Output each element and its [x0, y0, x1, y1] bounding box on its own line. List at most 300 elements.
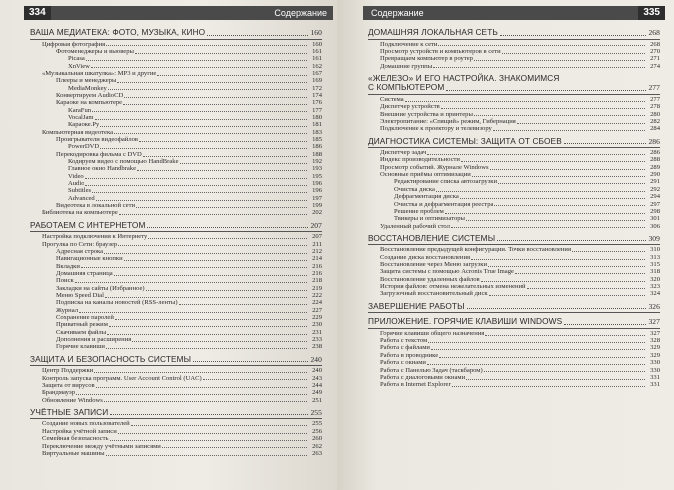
dot-leader [143, 156, 307, 157]
dot-leader [431, 349, 645, 350]
dot-leader [118, 245, 307, 246]
toc-entry [30, 63, 322, 70]
entry-title: Журнал [56, 306, 78, 314]
entry-page: 196 [312, 180, 322, 188]
dot-leader [106, 348, 307, 349]
toc-entry [368, 246, 660, 253]
toc-entry [30, 85, 322, 92]
entry-page: 306 [650, 222, 660, 230]
dot-leader [96, 387, 307, 388]
entry-page: 185 [312, 135, 322, 143]
entry-title: Плееры и менеджеры [56, 77, 117, 85]
dot-leader [92, 192, 307, 193]
dot-leader [488, 266, 645, 267]
section-rule [368, 39, 660, 40]
entry-title: Контроль запуска программ. User Account Control (UAC) [42, 374, 202, 382]
section-title [368, 234, 660, 244]
entry-title: Диспетчер задач [380, 149, 427, 157]
entry-title: Превращаем компьютер в роутер [380, 55, 473, 63]
toc-entry [368, 201, 660, 208]
entry-title: Переключение между учётными записями [42, 442, 161, 450]
entry-title: MediaMonkey [68, 84, 107, 92]
dot-leader [451, 227, 645, 228]
section-rule [368, 244, 660, 245]
dot-leader [193, 361, 308, 362]
toc-entry [368, 96, 660, 103]
entry-page: 172 [312, 84, 322, 92]
dot-leader [124, 97, 307, 98]
entry-title: Внешние устройства и принтеры [380, 110, 473, 118]
toc-entry [30, 187, 322, 194]
toc-entry [30, 241, 322, 248]
section-title-text: ВАША МЕДИАТЕКА: ФОТО, МУЗЫКА, КИНО [30, 27, 206, 37]
dot-leader [517, 123, 645, 124]
toc-entry [30, 397, 322, 404]
dot-leader [85, 178, 307, 179]
dot-leader [86, 60, 307, 61]
toc-section [30, 355, 322, 404]
entry-title: Электропитание: «Спящий» режим, Гибернация [380, 117, 516, 125]
toc-column [30, 24, 322, 457]
toc-entry [368, 381, 660, 388]
toc-entry [30, 173, 322, 180]
dot-leader [115, 319, 307, 320]
running-title: Содержание [274, 8, 327, 18]
entry-page: 310 [650, 246, 660, 254]
entry-page: 324 [650, 290, 660, 298]
entry-page: 251 [312, 396, 322, 404]
entry-page: 329 [650, 351, 660, 359]
entry-title: Твикеры и оптимизаторы [394, 215, 465, 223]
dot-leader [148, 238, 307, 239]
dot-leader [81, 267, 307, 268]
dot-leader [428, 342, 645, 343]
entry-page: 207 [312, 233, 322, 241]
section-title-text: ЗАВЕРШЕНИЕ РАБОТЫ [368, 300, 465, 311]
toc-entry [30, 285, 322, 292]
entry-title: Дополнения и расширения [56, 336, 132, 344]
dot-leader [474, 115, 645, 116]
toc-entry [368, 330, 660, 337]
entry-page: 255 [312, 420, 322, 428]
entry-title: Subtitles [68, 187, 92, 195]
dot-leader [471, 259, 645, 260]
entry-page: 297 [650, 200, 660, 208]
dot-leader [502, 53, 645, 54]
page-number: 335 [638, 6, 665, 20]
entry-title: Виртуальные машины [42, 449, 105, 457]
right-page [337, 0, 674, 490]
toc-entry [368, 125, 660, 132]
entry-page: 249 [312, 389, 322, 397]
entry-title: Восстановление через Меню загрузки [380, 261, 487, 269]
section-page: 326 [648, 301, 660, 311]
toc-entry [368, 352, 660, 359]
dot-leader [110, 414, 308, 415]
page-header [363, 6, 665, 20]
toc-entry [30, 77, 322, 84]
dot-leader [105, 297, 307, 298]
toc-entry [30, 329, 322, 336]
dot-leader [484, 371, 645, 372]
entry-page: 180 [312, 113, 322, 121]
dot-leader [474, 60, 645, 61]
dot-leader [467, 308, 647, 309]
toc-entry [30, 233, 322, 240]
toc-entry [30, 55, 322, 62]
entry-page: 177 [312, 106, 322, 114]
toc-entry [368, 171, 660, 178]
entry-page: 330 [650, 366, 660, 374]
entry-title: Семейная безопасность [42, 435, 109, 443]
section-title-text: С КОМПЬЮТЕРОМ [368, 82, 445, 93]
dot-leader [106, 455, 307, 456]
toc-section [368, 317, 660, 388]
toc-entry [30, 255, 322, 262]
toc-entry [30, 195, 322, 202]
entry-title: Меню Speed Dial [56, 292, 104, 299]
toc-entry [30, 263, 322, 270]
toc-entry [368, 208, 660, 215]
entry-page: 320 [650, 275, 660, 283]
entry-page: 161 [312, 47, 322, 55]
toc-entry [30, 428, 322, 435]
entry-title: Работа с диалоговыми окнами [380, 373, 466, 381]
dot-leader [137, 170, 307, 171]
toc-entry [368, 186, 660, 193]
entry-page: 318 [650, 268, 660, 276]
toc-entry [368, 178, 660, 185]
toc-entry [30, 299, 322, 306]
dot-leader [207, 35, 308, 36]
toc-entry [368, 193, 660, 200]
entry-page: 291 [650, 178, 660, 186]
dot-leader [527, 288, 645, 289]
toc-entry [368, 268, 660, 275]
entry-title: Решение проблем [394, 207, 444, 215]
entry-page: 169 [312, 77, 322, 85]
entry-page: 195 [312, 172, 322, 180]
toc-section [30, 221, 322, 351]
dot-leader [439, 357, 645, 358]
entry-page: 224 [312, 299, 322, 307]
entry-page: 270 [650, 47, 660, 55]
entry-title: Подключение к проектору и телевизору [380, 125, 492, 133]
toc-entry [368, 254, 660, 261]
toc-section [368, 28, 660, 70]
dot-leader [572, 251, 645, 252]
dot-leader [485, 335, 645, 336]
entry-title: Восстановление удаленных файлов [380, 275, 480, 283]
section-title [30, 28, 322, 38]
dot-leader [131, 425, 307, 426]
entry-page: 233 [312, 336, 322, 344]
entry-page: 227 [312, 306, 322, 314]
toc-entry [368, 41, 660, 48]
entry-page: 181 [312, 121, 322, 129]
section-rule [30, 39, 322, 40]
entry-page: 274 [650, 62, 660, 70]
toc-column [368, 24, 660, 389]
dot-leader [95, 119, 307, 120]
entry-title: Приватный режим [56, 321, 108, 329]
entry-title: Защита системы с помощью Acronis True Image [380, 268, 514, 276]
entry-title: Скачиваем файлы [56, 328, 107, 336]
toc-entry [30, 121, 322, 128]
entry-page: 256 [312, 427, 322, 435]
toc-section [368, 137, 660, 230]
toc-entry [30, 92, 322, 99]
entry-page: 268 [650, 40, 660, 48]
entry-page: 329 [650, 344, 660, 352]
section-rule [30, 231, 322, 232]
dot-leader [79, 312, 307, 313]
toc-entry [368, 55, 660, 62]
section-title-text: РАБОТАЕМ С ИНТЕРНЕТОМ [30, 219, 146, 230]
toc-entry [30, 367, 322, 374]
entry-title: Работа с текстом [380, 337, 428, 345]
section-title [368, 74, 660, 93]
entry-title: История файлов: отмена нежелательных изменений [380, 283, 526, 291]
dot-leader [498, 183, 645, 184]
section-page: 240 [310, 354, 322, 364]
entry-title: Диспетчер устройств [380, 103, 440, 111]
dot-leader [446, 90, 646, 91]
section-page: 207 [310, 220, 322, 230]
toc-entry [30, 136, 322, 143]
entry-title: Домашние группы [380, 62, 433, 70]
entry-title: Обновление Windows [42, 396, 103, 404]
toc-entry [30, 114, 322, 121]
dot-leader [515, 273, 645, 274]
entry-title: Навигационные кнопки [56, 255, 123, 263]
toc-entry [30, 41, 322, 48]
dot-leader [157, 75, 307, 76]
toc-entry [30, 158, 322, 165]
entry-title: Удаленный рабочий стол [380, 222, 450, 230]
toc-entry [368, 261, 660, 268]
entry-title: Редактирование списка автозагрузки [394, 178, 498, 186]
section-title-text: ВОССТАНОВЛЕНИЕ СИСТЕМЫ [368, 232, 496, 243]
dot-leader [123, 104, 307, 105]
entry-page: 162 [312, 62, 322, 70]
toc-entry [368, 215, 660, 222]
toc-entry [368, 164, 660, 171]
toc-section [30, 408, 322, 457]
entry-title: «Музыкальная шкатулка»: MP3 и другие [42, 69, 157, 77]
entry-page: 197 [312, 194, 322, 202]
entry-title: Цифровая фотография [42, 40, 106, 48]
toc-entry [368, 367, 660, 374]
dot-leader [107, 334, 307, 335]
entry-title: VocalJam [68, 113, 94, 121]
entry-page: 301 [650, 215, 660, 223]
entry-page: 282 [650, 117, 660, 125]
entry-title: Адресная строка [56, 247, 104, 255]
entry-page: 183 [312, 128, 322, 136]
entry-title: Караоке.Ру [68, 121, 100, 129]
entry-page: 211 [312, 240, 322, 248]
toc-entry [30, 307, 322, 314]
toc-entry [30, 202, 322, 209]
toc-section [368, 302, 660, 314]
toc-entry [30, 129, 322, 136]
entry-page: 167 [312, 69, 322, 77]
section-title-text: ЗАЩИТА И БЕЗОПАСНОСТЬ СИСТЕМЫ [30, 353, 192, 364]
entry-title: Picasa [68, 55, 85, 63]
toc-entry [30, 151, 322, 158]
entry-title: Прогулка по Сети: браузер [42, 240, 118, 248]
section-page: 160 [310, 28, 322, 37]
dot-leader [139, 141, 307, 142]
dot-leader [433, 67, 645, 68]
entry-page: 277 [650, 95, 660, 103]
toc-entry [30, 48, 322, 55]
entry-title: Подписка на каналы новостей (RSS-ленты) [56, 299, 178, 307]
dot-leader [490, 169, 645, 170]
dot-leader [85, 185, 307, 186]
entry-title: Библиотека на компьютере [42, 209, 118, 217]
toc-entry [30, 277, 322, 284]
toc-entry [368, 337, 660, 344]
dot-leader [94, 372, 307, 373]
entry-title: Создание диска восстановления [380, 253, 471, 261]
section-title [30, 221, 322, 231]
entry-title: Восстановление предыдущей конфигурации. Точки восстановления [380, 246, 571, 254]
toc-entry [368, 290, 660, 297]
toc-entry [368, 118, 660, 125]
entry-page: 243 [312, 374, 322, 382]
entry-title: Вкладки [56, 262, 80, 270]
entry-title: Компьютерная видеотека [42, 128, 114, 136]
entry-title: Создание новых пользователей [42, 420, 130, 428]
entry-page: 186 [312, 143, 322, 151]
entry-title: Работа с окнами [380, 359, 426, 367]
toc-entry [30, 209, 322, 216]
toc-entry [30, 443, 322, 450]
entry-title: Подключение к сети [380, 40, 438, 48]
entry-page: 160 [312, 40, 322, 48]
toc-entry [30, 165, 322, 172]
dot-leader [427, 364, 645, 365]
entry-page: 238 [312, 343, 322, 351]
entry-page: 278 [650, 103, 660, 111]
section-title [368, 137, 660, 147]
entry-title: Фотоменеджеры и вьюверы [56, 47, 134, 55]
dot-leader [106, 45, 307, 46]
dot-leader [109, 326, 307, 327]
dot-leader [75, 282, 307, 283]
toc-entry [30, 435, 322, 442]
dot-leader [100, 126, 307, 127]
entry-page: 222 [312, 292, 322, 299]
dot-leader [104, 253, 307, 254]
dot-leader [405, 101, 645, 102]
section-page: 255 [310, 407, 322, 417]
dot-leader [124, 260, 307, 261]
dot-leader [117, 82, 307, 83]
entry-title: Очистка и дефрагментация реестра [394, 200, 494, 208]
section-title [368, 302, 660, 312]
entry-page: 315 [650, 261, 660, 269]
dot-leader [180, 163, 307, 164]
entry-title: Проигрыватели видеофайлов [56, 135, 139, 143]
dot-leader [564, 143, 647, 144]
dot-leader [445, 213, 645, 214]
entry-page: 271 [650, 55, 660, 63]
toc-entry [368, 111, 660, 118]
entry-title: Просмотр устройств и компьютеров в сети [380, 47, 501, 55]
section-title-line: «ЖЕЛЕЗО» И ЕГО НАСТРОЙКА. ЗНАКОМИМСЯ [368, 72, 560, 83]
entry-page: 290 [650, 171, 660, 179]
toc-entry [30, 292, 322, 299]
dot-leader [132, 341, 307, 342]
section-title [30, 408, 322, 418]
entry-title: Закладки на сайты (Избранное) [56, 284, 145, 292]
dot-leader [136, 207, 307, 208]
dot-leader [146, 290, 307, 291]
toc-entry [30, 343, 322, 350]
toc-entry [30, 375, 322, 382]
dot-leader [489, 295, 645, 296]
entry-page: 323 [650, 283, 660, 291]
toc-entry [30, 389, 322, 396]
section-title-text: ПРИЛОЖЕНИЕ. ГОРЯЧИЕ КЛАВИШИ WINDOWS [368, 316, 563, 327]
entry-title: Защита от вирусов [42, 381, 95, 389]
dot-leader [114, 275, 307, 276]
entry-title: Брандмауэр [42, 389, 76, 397]
entry-page: 216 [312, 262, 322, 270]
entry-title: Просмотр событий. Журнале Windows [380, 163, 489, 171]
entry-page: 202 [312, 209, 322, 217]
toc-entry [30, 270, 322, 277]
section-rule [30, 418, 322, 419]
entry-page: 188 [312, 150, 322, 158]
dot-leader [493, 130, 645, 131]
dot-leader [104, 401, 307, 402]
entry-page: 292 [650, 185, 660, 193]
entry-title: Поиск [56, 277, 74, 285]
entry-title: Сохранение паролей [56, 314, 114, 322]
dot-leader [460, 198, 645, 199]
section-page: 286 [648, 136, 660, 146]
toc-entry [368, 359, 660, 366]
entry-title: Караоке на компьютере [56, 99, 123, 107]
entry-title: Advanced [68, 194, 95, 202]
entry-page: 193 [312, 165, 322, 173]
toc-entry [368, 276, 660, 283]
toc-section [30, 28, 322, 217]
entry-page: 174 [312, 91, 322, 99]
section-rule [368, 312, 660, 313]
section-title-text: ДОМАШНЯЯ ЛОКАЛЬНАЯ СЕТЬ [368, 27, 498, 37]
page-header [24, 6, 333, 20]
entry-page: 288 [650, 156, 660, 164]
toc-entry [368, 283, 660, 290]
dot-leader [466, 220, 645, 221]
toc-entry [30, 180, 322, 187]
entry-page: 212 [312, 247, 322, 255]
dot-leader [118, 433, 307, 434]
entry-page: 289 [650, 163, 660, 171]
entry-page: 331 [650, 381, 660, 389]
toc-section [368, 74, 660, 133]
entry-title: Дефрагментация диска [394, 193, 459, 201]
dot-leader [427, 154, 645, 155]
entry-page: 229 [312, 314, 322, 322]
entry-page: 244 [312, 381, 322, 389]
entry-title: KaraFun [68, 106, 92, 114]
